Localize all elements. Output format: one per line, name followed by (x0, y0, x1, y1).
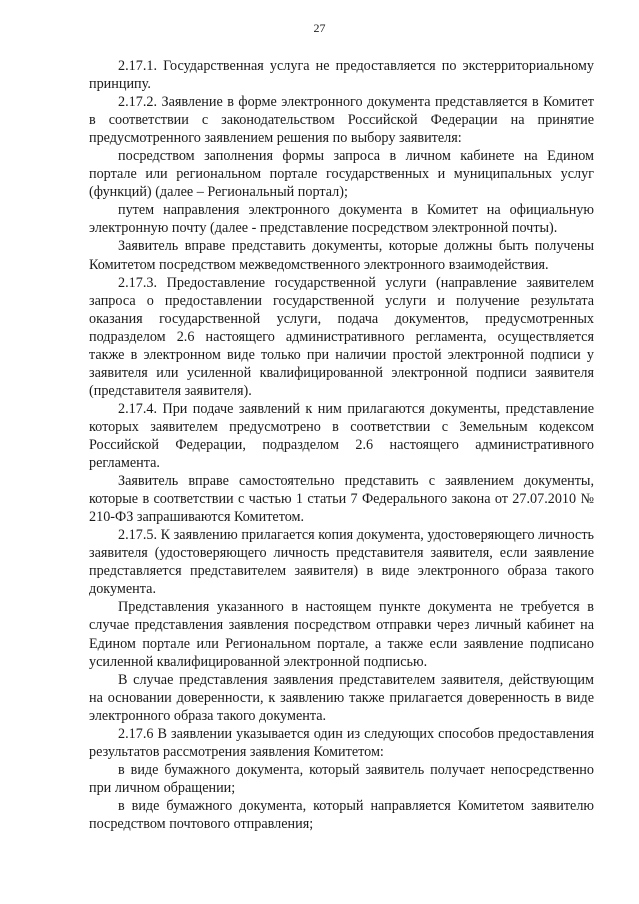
paragraph-power-of-attorney: В случае представления заявления представителем заявителя, действующим на основании доверенности, к заявлению также прилагается доверенность в виде электронного образа такого документа. (89, 671, 594, 724)
paragraph-2-17-2: 2.17.2. Заявление в форме электронного документа представляется в Комитет в соответствии с законодательством Российской Федерации на принятие предусмотренного заявлением решения по выбору заявителя: (89, 94, 594, 147)
paragraph-2-17-5: 2.17.5. К заявлению прилагается копия документа, удостоверяющего личность заявителя (удостоверяющего личность представителя заявителя, если заявление представляется представителем заявителя) в виде электронного образа такого документа. (89, 527, 594, 598)
paragraph-interagency-docs: Заявитель вправе представить документы, которые должны быть получены Комитетом посредством межведомственного электронного взаимодействия. (89, 238, 594, 273)
document-body (89, 57, 594, 833)
paragraph-self-submission: Заявитель вправе самостоятельно представить с заявлением документы, которые в соответствии с частью 1 статьи 7 Федерального закона от 27.07.2010 № 210-ФЗ запрашиваются Комитетом. (89, 473, 594, 526)
paragraph-2-17-4: 2.17.4. При подаче заявлений к ним прилагаются документы, представление которых заявителем предусмотрено в соответствии с Земельным кодексом Российской Федерации, подразделом 2.6 настоящего административного регламента. (89, 400, 594, 472)
paragraph-2-17-6: 2.17.6 В заявлении указывается один из следующих способов предоставления результатов рассмотрения заявления Комитетом: (89, 725, 594, 760)
paragraph-option-email: путем направления электронного документа в Комитет на официальную электронную почту (далее - представление посредством электронной почты). (89, 202, 594, 237)
paragraph-2-17-3: 2.17.3. Предоставление государственной услуги (направление заявителем запроса о предоставлении государственной услуги и получение результата оказания государственной услуги, подача документов, предусмотренных подразделом 2.6 настоящего административного регламента, осуществляется также в электронном виде только при наличии простой электронной подписи у заявителя или усиленной квалифицированной электронной подписи заявителя (представителя заявителя). (89, 274, 594, 399)
paragraph-option-form: посредством заполнения формы запроса в личном кабинете на Едином портале или региональном портале государственных и муниципальных услуг (функций) (далее – Региональный портал); (89, 148, 594, 201)
paragraph-option-post: в виде бумажного документа, который направляется Комитетом заявителю посредством почтового отправления; (89, 797, 594, 832)
page-number: 27 (313, 21, 326, 35)
paragraph-2-17-1: 2.17.1. Государственная услуга не предоставляется по экстерриториальному принципу. (89, 58, 594, 93)
paragraph-exemption: Представления указанного в настоящем пункте документа не требуется в случае представления заявления посредством отправки через личный кабинет на Едином портале или Региональном портале, а также если заявление подписано усиленной квалифицированной электронной подписью. (89, 599, 594, 670)
paragraph-option-in-person: в виде бумажного документа, который заявитель получает непосредственно при личном обращении; (89, 761, 594, 796)
